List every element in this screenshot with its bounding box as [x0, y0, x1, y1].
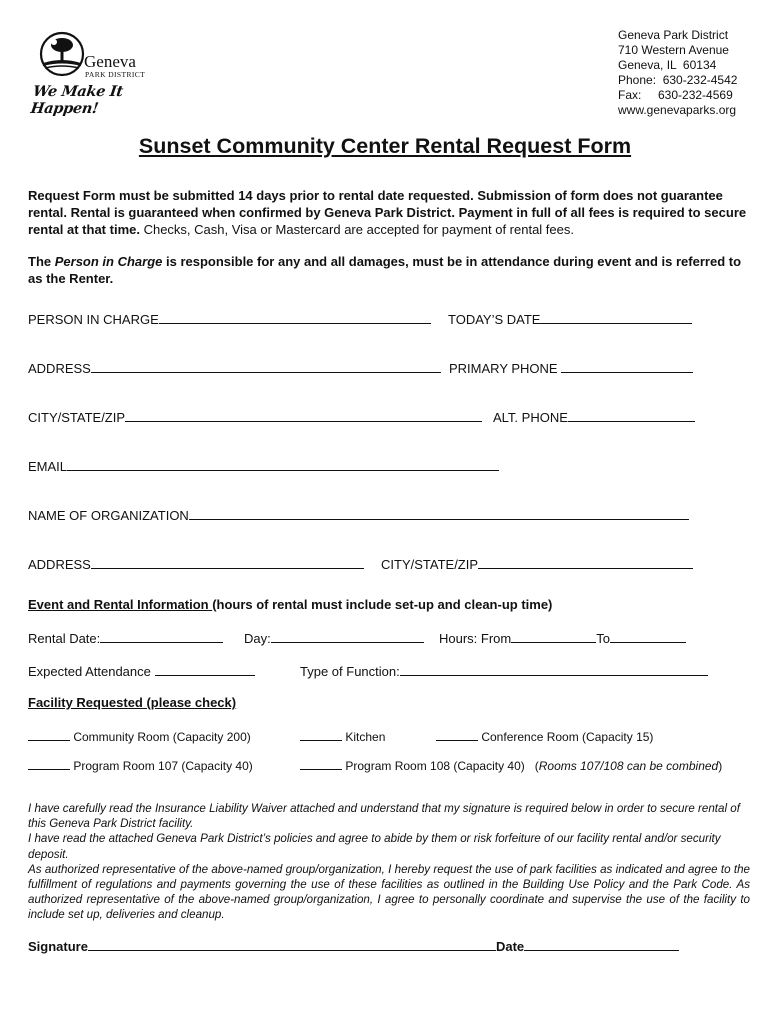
email-label: EMAIL — [28, 459, 68, 474]
facility-heading-text: Facility Requested (please check) — [28, 695, 237, 710]
todays-date-line[interactable] — [540, 310, 692, 324]
contact-city: Geneva, IL 60134 — [618, 58, 717, 72]
person-in-charge-line[interactable] — [159, 310, 431, 324]
program-108-label: Program Room 108 (Capacity 40) — [345, 759, 525, 773]
event-heading-rest: (hours of rental must include set-up and clean-up time) — [212, 597, 553, 612]
agreement-p3: As authorized representative of the above-named group/organization, I hereby request the use of park facilities as indicated and agree to the fulfillment of regulations and payments governing the use of these facilities as outlined in the Building Use Policy and the Park Code. As authorized representative of the above-named group/organization, I agree to personally coordinate and supervise the use of the facility to include set up, deliveries and cleanup. — [28, 862, 750, 922]
program-107-label: Program Room 107 (Capacity 40) — [73, 759, 253, 773]
attendance-label: Expected Attendance — [28, 664, 151, 679]
agreement-p2: I have read the attached Geneva Park District’s policies and agree to abide by them or risk forfeiture of our facility rental and/or security deposit. — [28, 832, 721, 861]
agreement-p1: I have carefully read the Insurance Liability Waiver attached and understand that my signature is required below in order to secure rental of this Geneva Park District facility. — [28, 802, 740, 831]
program-108-checkline[interactable] — [300, 757, 342, 770]
city-state-zip-field[interactable] — [28, 408, 482, 425]
primary-phone-label: PRIMARY PHONE — [449, 361, 558, 376]
organization-line[interactable] — [189, 506, 689, 520]
conference-room-label: Conference Room (Capacity 15) — [481, 730, 654, 744]
conference-room-option[interactable] — [436, 728, 653, 744]
tree-sun-circle-icon — [38, 30, 86, 78]
community-room-option[interactable] — [28, 728, 251, 744]
org-address-label: ADDRESS — [28, 557, 91, 572]
agreement-text — [28, 801, 750, 923]
address-line[interactable] — [91, 359, 441, 373]
function-field[interactable] — [300, 662, 708, 679]
signature-field[interactable] — [28, 937, 679, 954]
org-city-state-zip-label: CITY/STATE/ZIP — [381, 557, 479, 572]
combined-note: Rooms 107/108 can be combined — [538, 759, 719, 773]
contact-block — [618, 28, 737, 118]
todays-date-field[interactable] — [448, 310, 692, 327]
hours-to-line[interactable] — [610, 629, 686, 643]
primary-phone-line[interactable] — [561, 359, 693, 373]
function-label: Type of Function: — [300, 664, 400, 679]
city-state-zip-label: CITY/STATE/ZIP — [28, 410, 126, 425]
contact-street: 710 Western Avenue — [618, 43, 729, 57]
org-city-state-zip-line[interactable] — [478, 555, 693, 569]
program-108-option[interactable]: Program Room 108 (Capacity 40) (Rooms 107/108 can be combined) — [300, 757, 722, 773]
community-room-label: Community Room (Capacity 200) — [73, 730, 251, 744]
kitchen-checkline[interactable] — [300, 728, 342, 741]
geneva-logo — [29, 30, 178, 117]
attendance-line[interactable] — [155, 662, 255, 676]
facility-heading — [28, 695, 236, 710]
responsibility-suffix: is responsible for any and all damages, must be in attendance during event and is referred to as the Renter. — [28, 254, 742, 286]
person-in-charge-label: PERSON IN CHARGE — [28, 312, 159, 327]
rental-date-line[interactable] — [100, 629, 223, 643]
org-address-line[interactable] — [91, 555, 364, 569]
day-line[interactable] — [271, 629, 424, 643]
notice-paragraph — [28, 187, 750, 238]
event-heading-underlined: Event and Rental Information — [28, 597, 213, 612]
logo-slogan: We Make It Happen! — [29, 83, 125, 117]
function-line[interactable] — [400, 662, 708, 676]
organization-field[interactable] — [28, 506, 689, 523]
rental-date-field[interactable] — [28, 629, 223, 646]
day-label: Day: — [244, 631, 271, 646]
day-field[interactable] — [244, 629, 424, 646]
contact-web: www.genevaparks.org — [618, 103, 737, 117]
city-state-zip-line[interactable] — [125, 408, 482, 422]
signature-label: Signature — [28, 939, 88, 954]
alt-phone-label: ALT. PHONE — [493, 410, 568, 425]
alt-phone-line[interactable] — [568, 408, 695, 422]
organization-label: NAME OF ORGANIZATION — [28, 508, 189, 523]
program-107-option[interactable] — [28, 757, 253, 773]
org-city-state-zip-field[interactable] — [381, 555, 693, 572]
responsibility-prefix: The — [28, 254, 55, 269]
notice-normal: Checks, Cash, Visa or Mastercard are accepted for payment of rental fees. — [139, 222, 574, 237]
community-room-checkline[interactable] — [28, 728, 70, 741]
email-field[interactable] — [28, 457, 499, 474]
kitchen-label: Kitchen — [345, 730, 386, 744]
date-label: Date — [495, 939, 525, 954]
contact-phone: Phone: 630-232-4542 — [618, 73, 738, 87]
rental-date-label: Rental Date: — [28, 631, 101, 646]
logo-brand: Geneva — [84, 52, 136, 71]
primary-phone-field[interactable] — [449, 359, 693, 376]
person-in-charge-field[interactable] — [28, 310, 431, 327]
signature-date-line[interactable] — [524, 937, 679, 951]
logo-subtitle: PARK DISTRICT — [85, 70, 146, 79]
todays-date-label: TODAY’S DATE — [448, 312, 541, 327]
kitchen-option[interactable] — [300, 728, 385, 744]
contact-fax: Fax: 630-232-4569 — [618, 88, 733, 102]
contact-name: Geneva Park District — [618, 28, 729, 42]
address-field[interactable] — [28, 359, 441, 376]
signature-line[interactable] — [88, 937, 496, 951]
email-line[interactable] — [67, 457, 499, 471]
org-address-field[interactable] — [28, 555, 364, 572]
responsibility-paragraph — [28, 253, 750, 287]
form-title: Sunset Community Center Rental Request Form — [138, 134, 632, 158]
alt-phone-field[interactable] — [493, 408, 695, 425]
program-107-checkline[interactable] — [28, 757, 70, 770]
hours-to-label: To — [596, 631, 610, 646]
hours-from-line[interactable] — [511, 629, 596, 643]
notice-bold: Request Form must be submitted 14 days prior to rental date requested. Submission of form does not guarantee rental. Rental is guaranteed when confirmed by Geneva Park District. Payment in full of all fees is required to secure rental at that time. — [28, 188, 747, 237]
event-heading — [28, 597, 552, 612]
conference-room-checkline[interactable] — [436, 728, 478, 741]
attendance-field[interactable] — [28, 662, 255, 679]
hours-from-label: Hours: From — [439, 631, 512, 646]
hours-field[interactable] — [439, 629, 686, 646]
responsibility-italic: Person in Charge — [54, 254, 163, 269]
address-label: ADDRESS — [28, 361, 91, 376]
